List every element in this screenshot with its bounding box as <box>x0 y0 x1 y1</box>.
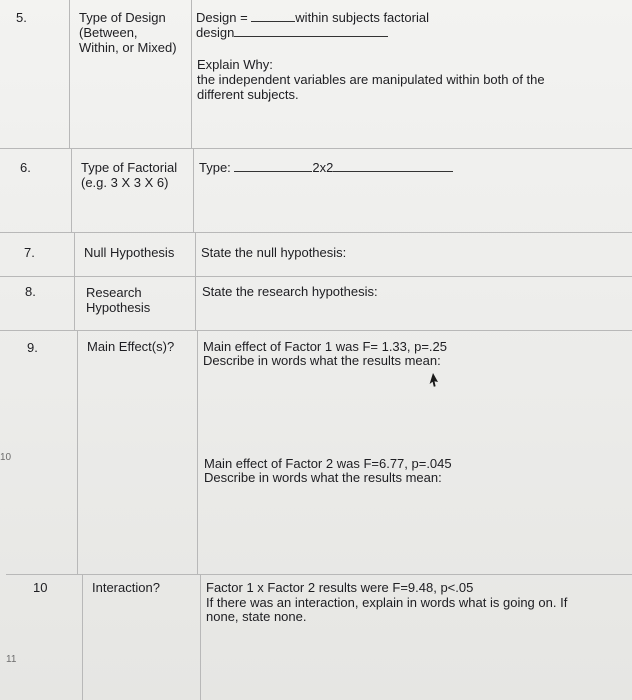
column-divider <box>191 0 192 148</box>
design-answer-line <box>196 9 429 25</box>
row-label: Null Hypothesis <box>84 245 175 260</box>
row-prompt: State the research hypothesis: <box>202 284 378 299</box>
row-number: 6. <box>20 160 31 175</box>
blank-line <box>234 159 312 172</box>
column-divider <box>195 232 196 330</box>
margin-number: 10 <box>0 452 12 463</box>
design-answer: within subjects factorial <box>295 10 429 25</box>
blank-line <box>234 24 388 37</box>
row-number: 8. <box>25 284 36 299</box>
row-divider <box>6 574 632 575</box>
factor2-line: Describe in words what the results mean: <box>204 470 442 485</box>
type-answer-line <box>199 159 453 175</box>
row-label: Interaction? <box>92 580 160 595</box>
row-label-line: Type of Design <box>79 10 166 25</box>
row-divider <box>0 148 632 149</box>
factor2-line: Main effect of Factor 2 was F=6.77, p=.045 <box>204 456 452 471</box>
row-prompt: State the null hypothesis: <box>201 245 347 260</box>
design-prefix: Design = <box>196 10 248 25</box>
row-number: 7. <box>24 245 35 260</box>
row-label: Main Effect(s)? <box>87 339 175 354</box>
row-label-line: Type of Factorial <box>81 160 178 175</box>
row-label-line: (Between, <box>79 25 138 40</box>
margin-number: 11 <box>6 654 17 665</box>
factor1-line: Main effect of Factor 1 was F= 1.33, p=.25 <box>203 339 448 354</box>
row-label-line: (e.g. 3 X 3 X 6) <box>81 175 169 190</box>
interaction-prompt-line: none, state none. <box>206 609 307 624</box>
explain-label: Explain Why: <box>197 57 273 72</box>
type-label: Type: <box>199 160 231 175</box>
row-divider <box>0 330 632 331</box>
row-divider <box>0 232 632 233</box>
factor1-line: Describe in words what the results mean: <box>203 353 441 368</box>
column-divider <box>77 330 78 574</box>
design-word: design <box>196 25 235 40</box>
row-number: 5. <box>16 10 27 25</box>
column-divider <box>197 330 198 574</box>
row-label-line: Research <box>86 285 142 300</box>
type-answer: 2x2 <box>312 160 334 175</box>
blank-line <box>251 9 295 22</box>
blank-line <box>333 159 453 172</box>
column-divider <box>200 574 201 700</box>
column-divider <box>69 0 70 148</box>
column-divider <box>74 232 75 330</box>
column-divider <box>82 574 83 700</box>
row-number: 10 <box>33 580 48 595</box>
interaction-prompt-line: Factor 1 x Factor 2 results were F=9.48, p<.05 <box>206 580 474 595</box>
column-divider <box>71 148 72 232</box>
column-divider <box>193 148 194 232</box>
row-label-line: Within, or Mixed) <box>79 40 177 55</box>
explain-text-line: the independent variables are manipulated within both of the <box>197 72 545 87</box>
interaction-prompt-line: If there was an interaction, explain in words what is going on. If <box>206 595 568 610</box>
row-label-line: Hypothesis <box>86 300 151 315</box>
row-divider <box>0 276 632 277</box>
explain-text-line: different subjects. <box>197 87 299 102</box>
mouse-pointer-icon <box>427 373 439 387</box>
row-number: 9. <box>27 340 38 355</box>
design-word-line <box>196 24 388 40</box>
